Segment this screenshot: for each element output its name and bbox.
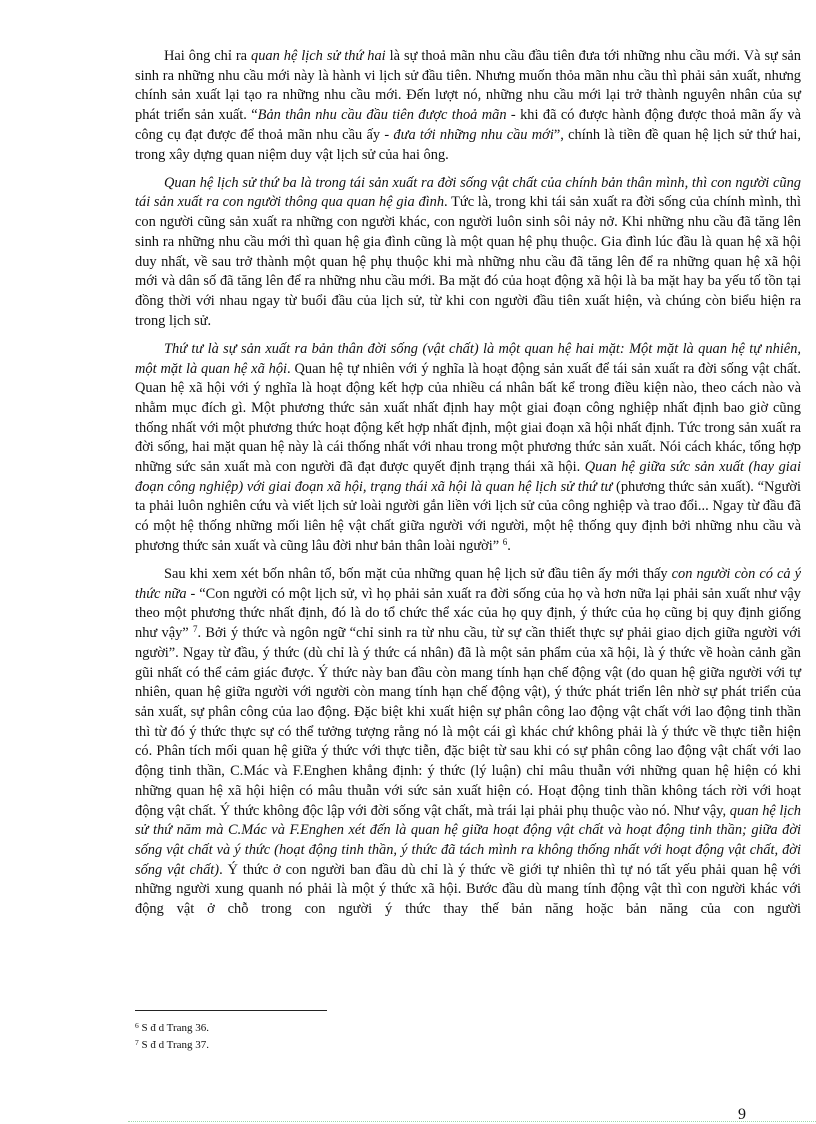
emphasized-text: con người còn có cả ý thức nữa — [135, 566, 802, 602]
footnote-reference: 6 — [502, 536, 508, 547]
emphasized-text: quan hệ lịch sử thứ năm mà C.Mác và F.Enghen xét đến là quan hệ giữa hoạt động vật chất và hoạt động tinh thần; giữa đời sống vật chất và ý thức (hoạt động tinh thần, ý thức đã tách mình ra không thống nhất với hoạt động vật chất, đời sống vật chất) — [135, 802, 802, 878]
emphasized-text: quan hệ lịch sử thứ hai — [251, 48, 386, 64]
text-run: . Quan hệ tự nhiên với ý nghĩa là hoạt động sản xuất để tái sản xuất ra đời sống vật chất. Quan hệ xã hội với ý nghĩa là hoạt động kết hợp của nhiều cá nhân bất kể trong điều kiện nào, theo cách nào và nhằm mục đích gì. Một phương thức sản xuất nhất định hay một giai đoạn công nghiệp nhất định bao giờ cũng thống nhất với một phương thức hoạt động kết hợp nhất định, một giai đoạn xã hội nhất định. Tức trong sản xuất ra đời sống, hai mặt quan hệ này là cái thống nhất với nhau trong một phương thức sản xuất. Nói cách khác, tổng hợp những sức sản xuất mà con người đã đạt được quyết định trạng thái xã hội. — [135, 360, 801, 476]
footnote-7 — [135, 1037, 209, 1054]
text-run: . Tức là, trong khi tái sản xuất ra đời sống của chính mình, thì con người cũng sản xuất ra những con người khác, con người luôn sinh sôi nảy nở. Khi những nhu cầu đã tăng lên sinh ra những nhu cầu mới thì quan hệ gia đình cũng là một quan hệ phụ thuộc. Gia đình lúc đầu là quan hệ xã hội duy nhất, về sau trở thành một quan hệ phụ thuộc khi mà những nhu cầu đã tăng lên để ra những quan hệ xã hội mới và dân số đã tăng lên để ra những nhu cầu mới. Ba mặt đó của hoạt động xã hội là ba mặt hay ba yếu tố tồn tại đồng thời với nhau ngay từ buổi đầu của lịch sử, từ khi con người đầu tiên xuất hiện, và chúng còn biểu hiện ra trong lịch sử. — [135, 194, 801, 329]
footnote-number: 6 — [135, 1021, 139, 1030]
emphasized-text: Quan hệ giữa sức sản xuất (hay giai đoạn công nghiệp) với giai đoạn xã hội, trạng thái xã hội là quan hệ lịch sử thứ tư — [135, 459, 801, 495]
emphasized-text: Bản thân nhu cầu đầu tiên được thoả mãn — [257, 107, 507, 124]
text-run: Hai ông chỉ ra — [164, 48, 251, 64]
text-run: (phương thức sản xuất). “Người ta phải luôn nghiên cứu và viết lịch sử loài người gắn liền với lịch sử của công nghiệp và trao đổi... Ngay từ đầu đã có một hệ thống những mối liên hệ vật chất giữa người với người, một hệ thống quy định bởi những nhu cầu và phương thức sản xuất và cũng lâu đời như bản thân loài người” — [135, 478, 801, 554]
paragraph — [135, 47, 801, 165]
paragraph — [135, 340, 801, 557]
footnote-6 — [135, 1020, 209, 1037]
emphasized-text: Thứ tư là sự sản xuất ra bản thân đời sống (vật chất) là một quan hệ hai mặt: Một mặt là quan hệ tự nhiên, một mặt là quan hệ xã hội — [135, 340, 801, 377]
text-run: . Ý thức ở con người ban đầu dù chỉ là ý thức về giới tự nhiên thì tự nó tất yếu phải quan hệ với những người xung quanh nó phải là một ý thức xã hội. Bước đầu dù mang tính động vật thì con người khác với động vật ở chỗ trong con người ý thức thay thế bản năng hoặc bản năng của con người — [135, 861, 802, 918]
document-body — [135, 47, 801, 928]
text-run: . Bởi ý thức và ngôn ngữ “chỉ sinh ra từ nhu cầu, từ sự cần thiết thực sự phải giao dịch giữa người với người”. Ngay từ đầu, ý thức (dù chỉ là ý thức cá nhân) đã là một sản phẩm của xã hội, là ý thức về hoàn cảnh gần gũi nhất có thể cảm giác được. Ý thức này ban đầu còn mang tính hạn chế động vật (do quan hệ giữa người với tự nhiên, quan hệ giữa người với người còn mang tính hạn chế động vật), ý thức phát triển lên nhờ sự phát triển của sản xuất, sự phân công của lao động. Đặc biệt khi xuất hiện sự phân công lao động vật chất với lao động tinh thần thì từ đó ý thức thực sự có thể tưởng tượng rằng nó là một cái gì khác chứ không phải là ý thức về thực tiễn hiện có. Phân tích mối quan hệ giữa ý thức với thực tiễn, đặc biệt từ sau khi có sự phân công lao động vật chất với lao động tinh thần, C.Mác và F.Enghen khẳng định: ý thức (lý luận) chỉ mâu thuẫn với những quan hệ hiện có khi những quan hệ xã hội hiện có mâu thuẫn với sức sản xuất hiện có. Hoạt động tinh thần không tách rời với hoạt động vật chất. Ý thức không độc lập với đời sống vật chất, mà trái lại phải phụ thuộc vào nó. Như vậy, — [135, 625, 801, 819]
emphasized-text: đưa tới những nhu cầu mới — [393, 126, 554, 143]
footnote-number: 7 — [135, 1038, 139, 1047]
text-run: . — [507, 537, 511, 554]
footnote-separator — [135, 1010, 327, 1011]
paragraph — [135, 174, 801, 332]
page-boundary — [128, 1121, 816, 1122]
text-run: là sự thoả mãn nhu cầu đầu tiên đưa tới những nhu cầu mới. Và sự sản sinh ra những nhu cầu mới này là hành vi lịch sử đầu tiên. Nhưng muốn thỏa mãn nhu cầu thì phải sản xuất, nhưng chính sản xuất lại tạo ra những nhu cầu mới. Đến lượt nó, những nhu cầu mới lại trở thành nguyên nhân của sự phát triển sản xuất. “ — [135, 48, 802, 124]
footnote-text: S đ d Trang 37. — [141, 1039, 210, 1051]
page-number: 9 — [738, 1106, 746, 1123]
text-run: - “Con người có một lịch sử, vì họ phải sản xuất ra đời sống của họ và hơn nữa lại phải sản xuất như vậy theo một phương thức nhất định, đó là do tổ chức thể xác của họ quy định, ý thức của họ cũng bị quy định giống như vậy” — [135, 585, 801, 642]
paragraph — [135, 565, 801, 920]
footnotes — [135, 1020, 209, 1054]
emphasized-text: Quan hệ lịch sử thứ ba là trong tái sản xuất ra đời sống vật chất của chính bản thân mình, thì con người cũng tái sản xuất ra con người thông qua quan hệ gia đình — [135, 174, 801, 211]
text-run: - khi đã có được hành động được thoả mãn ấy và công cụ đạt được để thoả mãn nhu cầu ấy - — [135, 107, 802, 143]
footnote-text: S đ d Trang 36. — [141, 1022, 210, 1034]
text-run: ”, chính là tiền đề quan hệ lịch sử thứ hai, trong xây dựng quan niệm duy vật lịch sử của hai ông. — [135, 126, 801, 163]
footnote-reference: 7 — [193, 624, 198, 635]
text-run: Sau khi xem xét bốn nhân tố, bốn mặt của những quan hệ lịch sử đầu tiên ấy mới thấy — [164, 566, 672, 583]
